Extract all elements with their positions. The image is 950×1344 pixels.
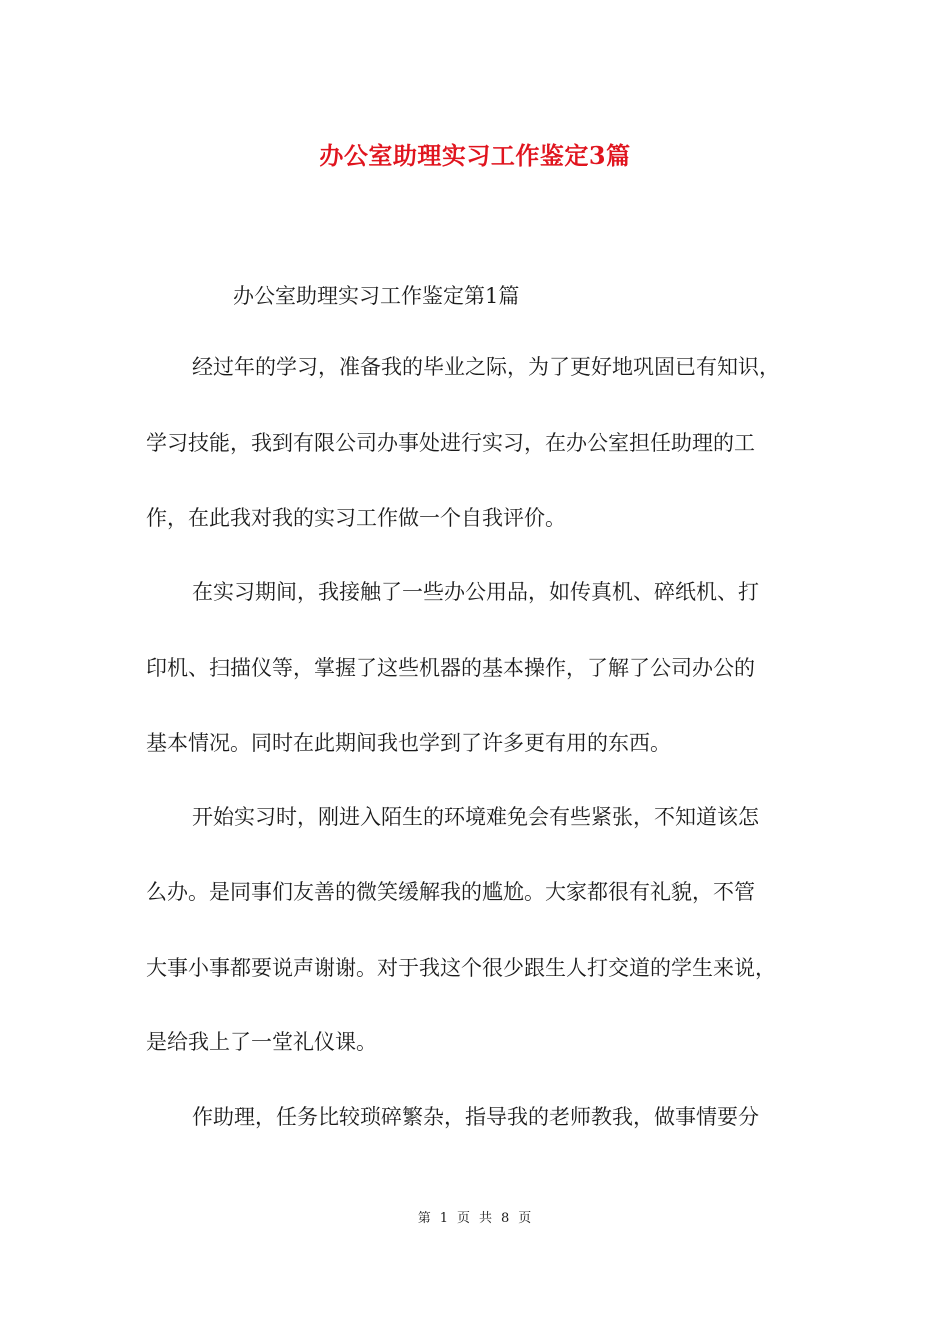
- paragraph-4-line-1: 作助理，任务比较琐碎繁杂，指导我的老师教我，做事情要分: [192, 1105, 759, 1129]
- paragraph-1-line-2: 学习技能，我到有限公司办事处进行实习，在办公室担任助理的工: [146, 431, 755, 455]
- paragraph-3-line-1: 开始实习时，刚进入陌生的环境难免会有些紧张，不知道该怎: [192, 805, 759, 829]
- paragraph-1-line-3: 作，在此我对我的实习工作做一个自我评价。: [146, 506, 566, 530]
- paragraph-3-line-3: 大事小事都要说声谢谢。对于我这个很少跟生人打交道的学生来说，: [146, 956, 776, 980]
- paragraph-1-line-1: 经过年的学习，准备我的毕业之际，为了更好地巩固已有知识，: [192, 355, 780, 379]
- section-heading: 办公室助理实习工作鉴定第1篇: [233, 284, 520, 308]
- footer-current-page: 1: [439, 1211, 449, 1226]
- paragraph-2-line-1: 在实习期间，我接触了一些办公用品，如传真机、碎纸机、打: [192, 580, 759, 604]
- paragraph-2-line-2: 印机、扫描仪等，掌握了这些机器的基本操作，了解了公司办公的: [146, 656, 755, 680]
- paragraph-2-line-3: 基本情况。同时在此期间我也学到了许多更有用的东西。: [146, 731, 671, 755]
- document-title: 办公室助理实习工作鉴定3篇: [319, 141, 631, 170]
- footer-total-pages: 8: [501, 1211, 511, 1226]
- footer-total-prefix: 共: [479, 1211, 494, 1226]
- page-footer: [0, 1207, 950, 1226]
- footer-total-label: 页: [518, 1211, 533, 1226]
- paragraph-3-line-2: 么办。是同事们友善的微笑缓解我的尴尬。大家都很有礼貌，不管: [146, 880, 755, 904]
- paragraph-3-line-4: 是给我上了一堂礼仪课。: [146, 1030, 377, 1054]
- footer-page-prefix: 第: [417, 1211, 432, 1226]
- footer-page-label: 页: [456, 1211, 471, 1226]
